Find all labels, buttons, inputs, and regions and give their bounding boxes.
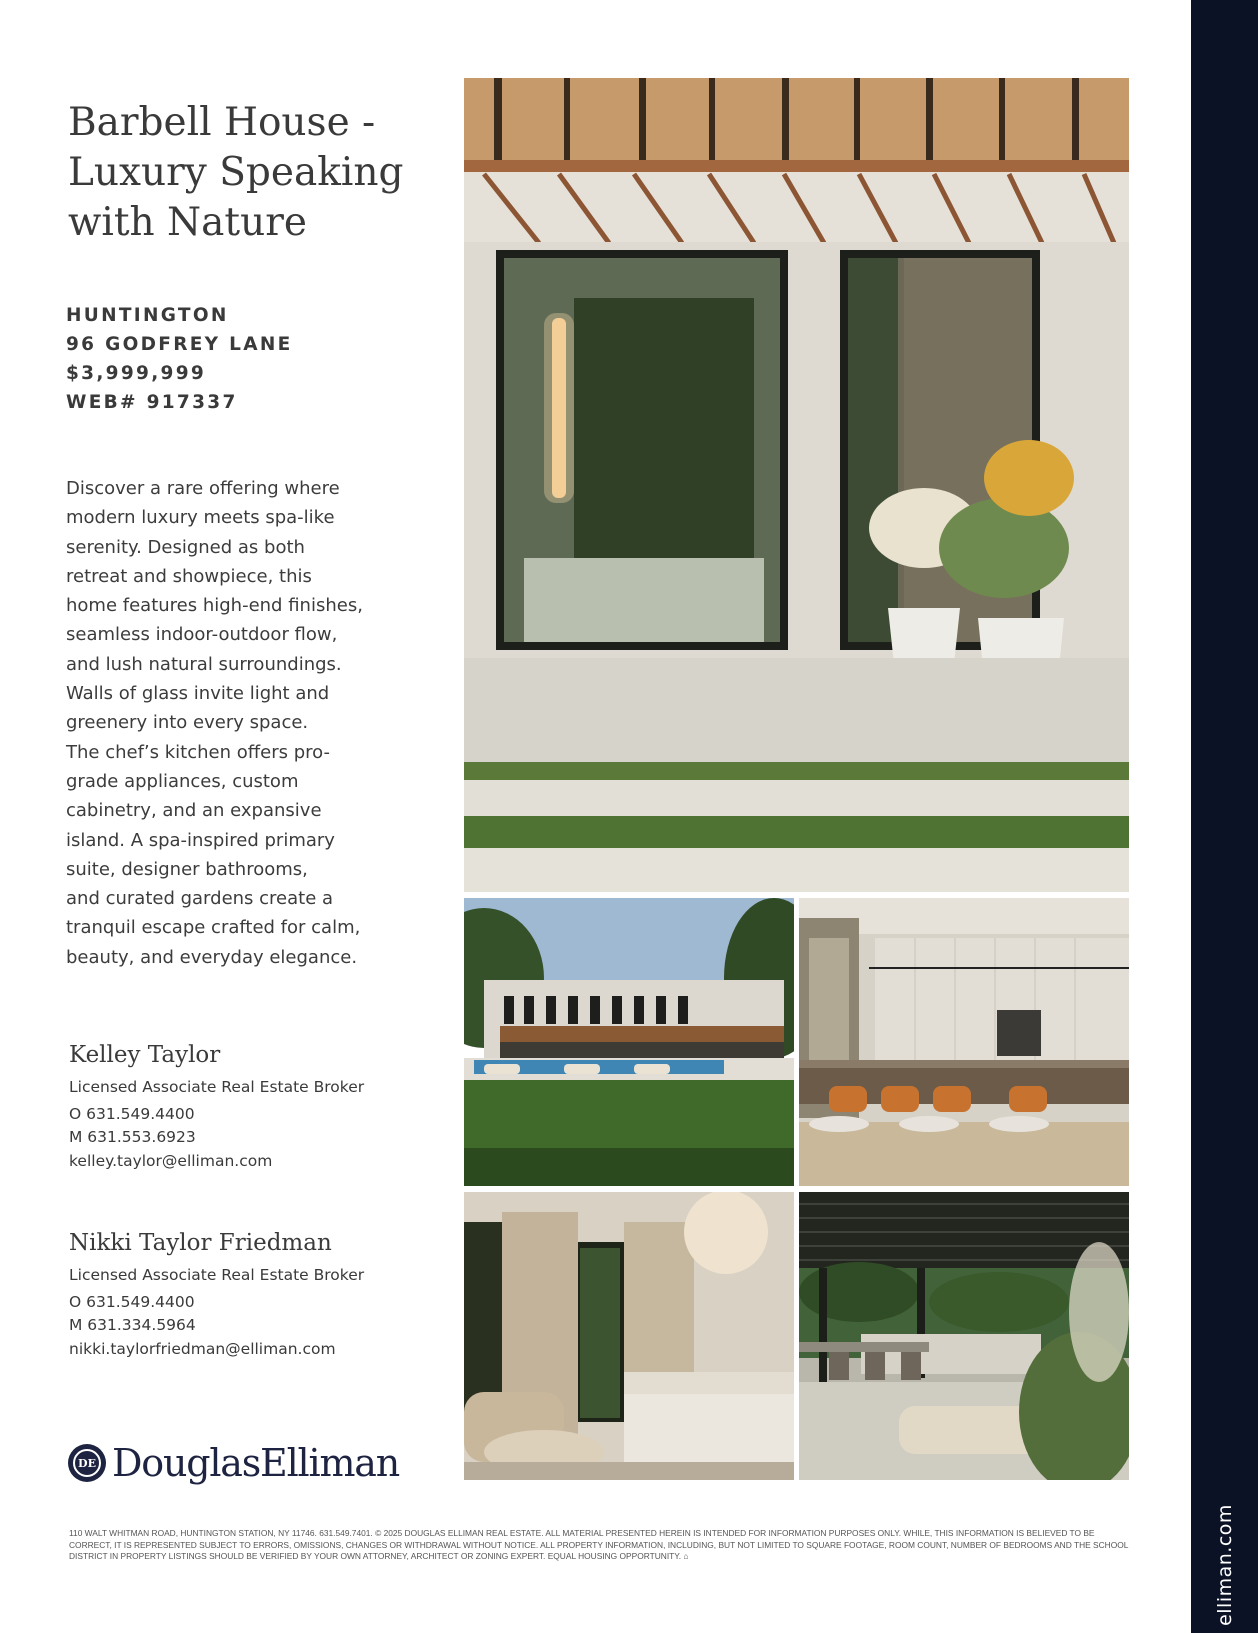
photo-bedroom <box>464 1192 794 1480</box>
description-line: and curated gardens create a <box>66 888 334 910</box>
title-line: Luxury Speaking <box>68 150 404 195</box>
agent-name: Kelley Taylor <box>69 1042 221 1068</box>
listing-title <box>68 98 408 248</box>
listing-description <box>66 474 406 972</box>
description-line: greenery into every space. <box>66 712 309 734</box>
agent-card <box>69 1228 364 1361</box>
agent-mobile-phone[interactable]: M 631.553.6923 <box>69 1128 196 1146</box>
description-line: island. A spa-inspired primary <box>66 829 335 851</box>
website-link[interactable]: elliman.com <box>1213 1504 1236 1626</box>
logo-monogram: DE <box>73 1449 101 1477</box>
address: 96 GODFREY LANE <box>66 334 293 355</box>
description-line: suite, designer bathrooms, <box>66 858 308 880</box>
logo-monogram-icon <box>68 1444 106 1482</box>
douglas-elliman-logo <box>68 1441 399 1485</box>
title-line: with Nature <box>68 200 307 245</box>
photo-exterior-pool <box>464 898 794 1186</box>
description-line: and lush natural surroundings. <box>66 653 342 675</box>
photo-kitchen <box>799 898 1129 1186</box>
hero-photo-entry <box>464 78 1129 892</box>
description-line: cabinetry, and an expansive <box>66 800 322 822</box>
description-line: tranquil escape crafted for calm, <box>66 917 361 939</box>
description-line: Walls of glass invite light and <box>66 683 330 705</box>
agent-mobile-phone[interactable]: M 631.334.5964 <box>69 1316 196 1334</box>
web-id: WEB# 917337 <box>66 392 238 413</box>
brand-sidebar <box>1191 0 1258 1633</box>
description-line: Discover a rare offering where <box>66 478 340 499</box>
agent-office-phone[interactable]: O 631.549.4400 <box>69 1292 195 1311</box>
agent-name: Nikki Taylor Friedman <box>69 1230 332 1256</box>
agent-email[interactable]: kelley.taylor@elliman.com <box>69 1151 273 1170</box>
description-line: serenity. Designed as both <box>66 536 305 558</box>
description-line: grade appliances, custom <box>66 770 299 792</box>
description-line: home features high-end finishes, <box>66 595 363 617</box>
agent-role: Licensed Associate Real Estate Broker <box>69 1078 365 1096</box>
legal-disclaimer: 110 WALT WHITMAN ROAD, HUNTINGTON STATION, NY 11746. 631.549.7401. © 2025 DOUGLAS ELLIMAN REAL ESTATE. ALL MATERIAL PRESENTED HEREIN IS INTENDED FOR INFORMATION PURPOSES ONLY. WHILE, THIS INFORMATION IS BELIEVED TO BE CORRECT, IT IS REPRESENTED SUBJECT TO ERRORS, OMISSIONS, CHANGES OR WITHDRAWAL WITHOUT NOTICE. ALL PROPERTY INFORMATION, INCLUDING, BUT NOT LIMITED TO SQUARE FOOTAGE, ROOM COUNT, NUMBER OF BEDROOMS AND THE SCHOOL DISTRICT IN PROPERTY LISTINGS SHOULD BE VERIFIED BY YOUR OWN ATTORNEY, ARCHITECT OR ZONING EXPERT. EQUAL HOUSING OPPORTUNITY. ⌂ <box>69 1528 1129 1561</box>
listing-facts <box>66 301 293 417</box>
title-line: Barbell House - <box>68 100 376 145</box>
description-line: modern luxury meets spa-like <box>66 507 335 529</box>
town: HUNTINGTON <box>66 305 229 326</box>
agent-role: Licensed Associate Real Estate Broker <box>69 1266 365 1284</box>
description-line: seamless indoor-outdoor flow, <box>66 624 338 646</box>
price: $3,999,999 <box>66 363 207 384</box>
photo-patio <box>799 1192 1129 1480</box>
description-line: The chef’s kitchen offers pro- <box>66 741 330 763</box>
agent-office-phone[interactable]: O 631.549.4400 <box>69 1104 195 1123</box>
agent-card <box>69 1040 364 1173</box>
description-line: retreat and showpiece, this <box>66 565 312 587</box>
agent-email[interactable]: nikki.taylorfriedman@elliman.com <box>69 1339 336 1358</box>
logo-wordmark: DouglasElliman <box>112 1441 400 1485</box>
description-line: beauty, and everyday elegance. <box>66 946 358 968</box>
